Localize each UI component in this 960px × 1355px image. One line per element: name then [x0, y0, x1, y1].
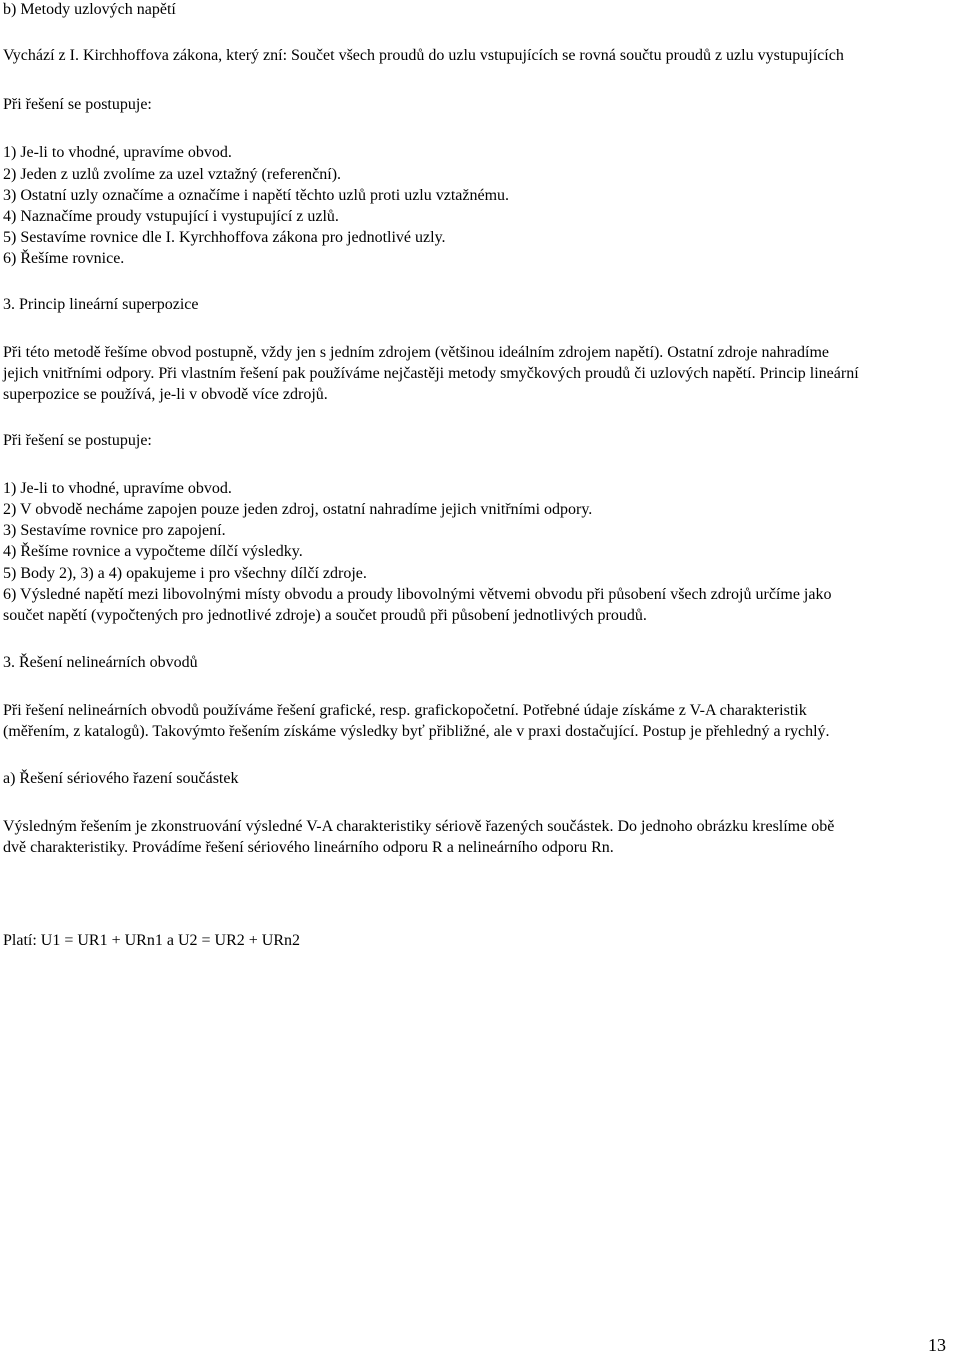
section-heading-series-connection: a) Řešení sériového řazení součástek	[3, 770, 239, 787]
superposition-step-6-continued: součet napětí (vypočtených pro jednotlivé zdroje) a součet proudů při působení jednotlivých proudů.	[3, 607, 647, 624]
superposition-procedure-label: Při řešení se postupuje:	[3, 432, 152, 449]
nodal-step-1: 1) Je-li to vhodné, upravíme obvod.	[3, 144, 232, 161]
superposition-step-5: 5) Body 2), 3) a 4) opakujeme i pro všechny dílčí zdroje.	[3, 565, 367, 582]
nodal-step-6: 6) Řešíme rovnice.	[3, 250, 125, 267]
series-paragraph-line-2: dvě charakteristiky. Provádíme řešení sériového lineárního odporu R a nelineárního odporu Rn.	[3, 839, 614, 856]
nodal-step-5: 5) Sestavíme rovnice dle I. Kyrchhoffova zákona pro jednotlivé uzly.	[3, 229, 446, 246]
superposition-step-6: 6) Výsledné napětí mezi libovolnými místy obvodu a proudy libovolnými větvemi obvodu při působení všech zdrojů určíme jako	[3, 586, 832, 603]
section-heading-superposition: 3. Princip lineární superpozice	[3, 296, 199, 313]
series-formula: Platí: U1 = UR1 + URn1 a U2 = UR2 + URn2	[3, 932, 300, 949]
nodal-step-4: 4) Naznačíme proudy vstupující i vystupující z uzlů.	[3, 208, 339, 225]
superposition-paragraph-line-3: superpozice se používá, je-li v obvodě více zdrojů.	[3, 386, 328, 403]
superposition-step-4: 4) Řešíme rovnice a vypočteme dílčí výsledky.	[3, 543, 303, 560]
superposition-step-3: 3) Sestavíme rovnice pro zapojení.	[3, 522, 226, 539]
superposition-step-2: 2) V obvodě necháme zapojen pouze jeden zdroj, ostatní nahradíme jejich vnitřními odpory.	[3, 501, 593, 518]
superposition-paragraph-line-1: Při této metodě řešíme obvod postupně, vždy jen s jedním zdrojem (většinou ideálním zdrojem napětí). Ostatní zdroje nahradíme	[3, 344, 830, 361]
section-heading-nonlinear-circuits: 3. Řešení nelineárních obvodů	[3, 654, 198, 671]
nodal-intro-text: Vychází z I. Kirchhoffova zákona, který zní: Součet všech proudů do uzlu vstupujících se rovná součtu proudů z uzlu vystupujících	[3, 47, 844, 64]
section-heading-nodal-voltages: b) Metody uzlových napětí	[3, 1, 176, 18]
nonlinear-paragraph-line-2: (měřením, z katalogů). Takovýmto řešením získáme výsledky byť přibližné, ale v praxi dostačující. Postup je přehledný a rychlý.	[3, 723, 830, 740]
superposition-paragraph-line-2: jejich vnitřními odpory. Při vlastním řešení pak používáme nejčastěji metody smyčkových proudů či uzlových napětí. Princip lineární	[3, 365, 859, 382]
nodal-step-2: 2) Jeden z uzlů zvolíme za uzel vztažný (referenční).	[3, 166, 342, 183]
superposition-step-1: 1) Je-li to vhodné, upravíme obvod.	[3, 480, 232, 497]
nonlinear-paragraph-line-1: Při řešení nelineárních obvodů používáme řešení grafické, resp. grafickopočetní. Potřebné údaje získáme z V-A charakteristik	[3, 702, 807, 719]
page-number: 13	[928, 1335, 946, 1355]
series-paragraph-line-1: Výsledným řešením je zkonstruování výsledné V-A charakteristiky sériově řazených součástek. Do jednoho obrázku kreslíme obě	[3, 818, 835, 835]
nodal-procedure-label: Při řešení se postupuje:	[3, 96, 152, 113]
nodal-step-3: 3) Ostatní uzly označíme a označíme i napětí těchto uzlů proti uzlu vztažnému.	[3, 187, 510, 204]
